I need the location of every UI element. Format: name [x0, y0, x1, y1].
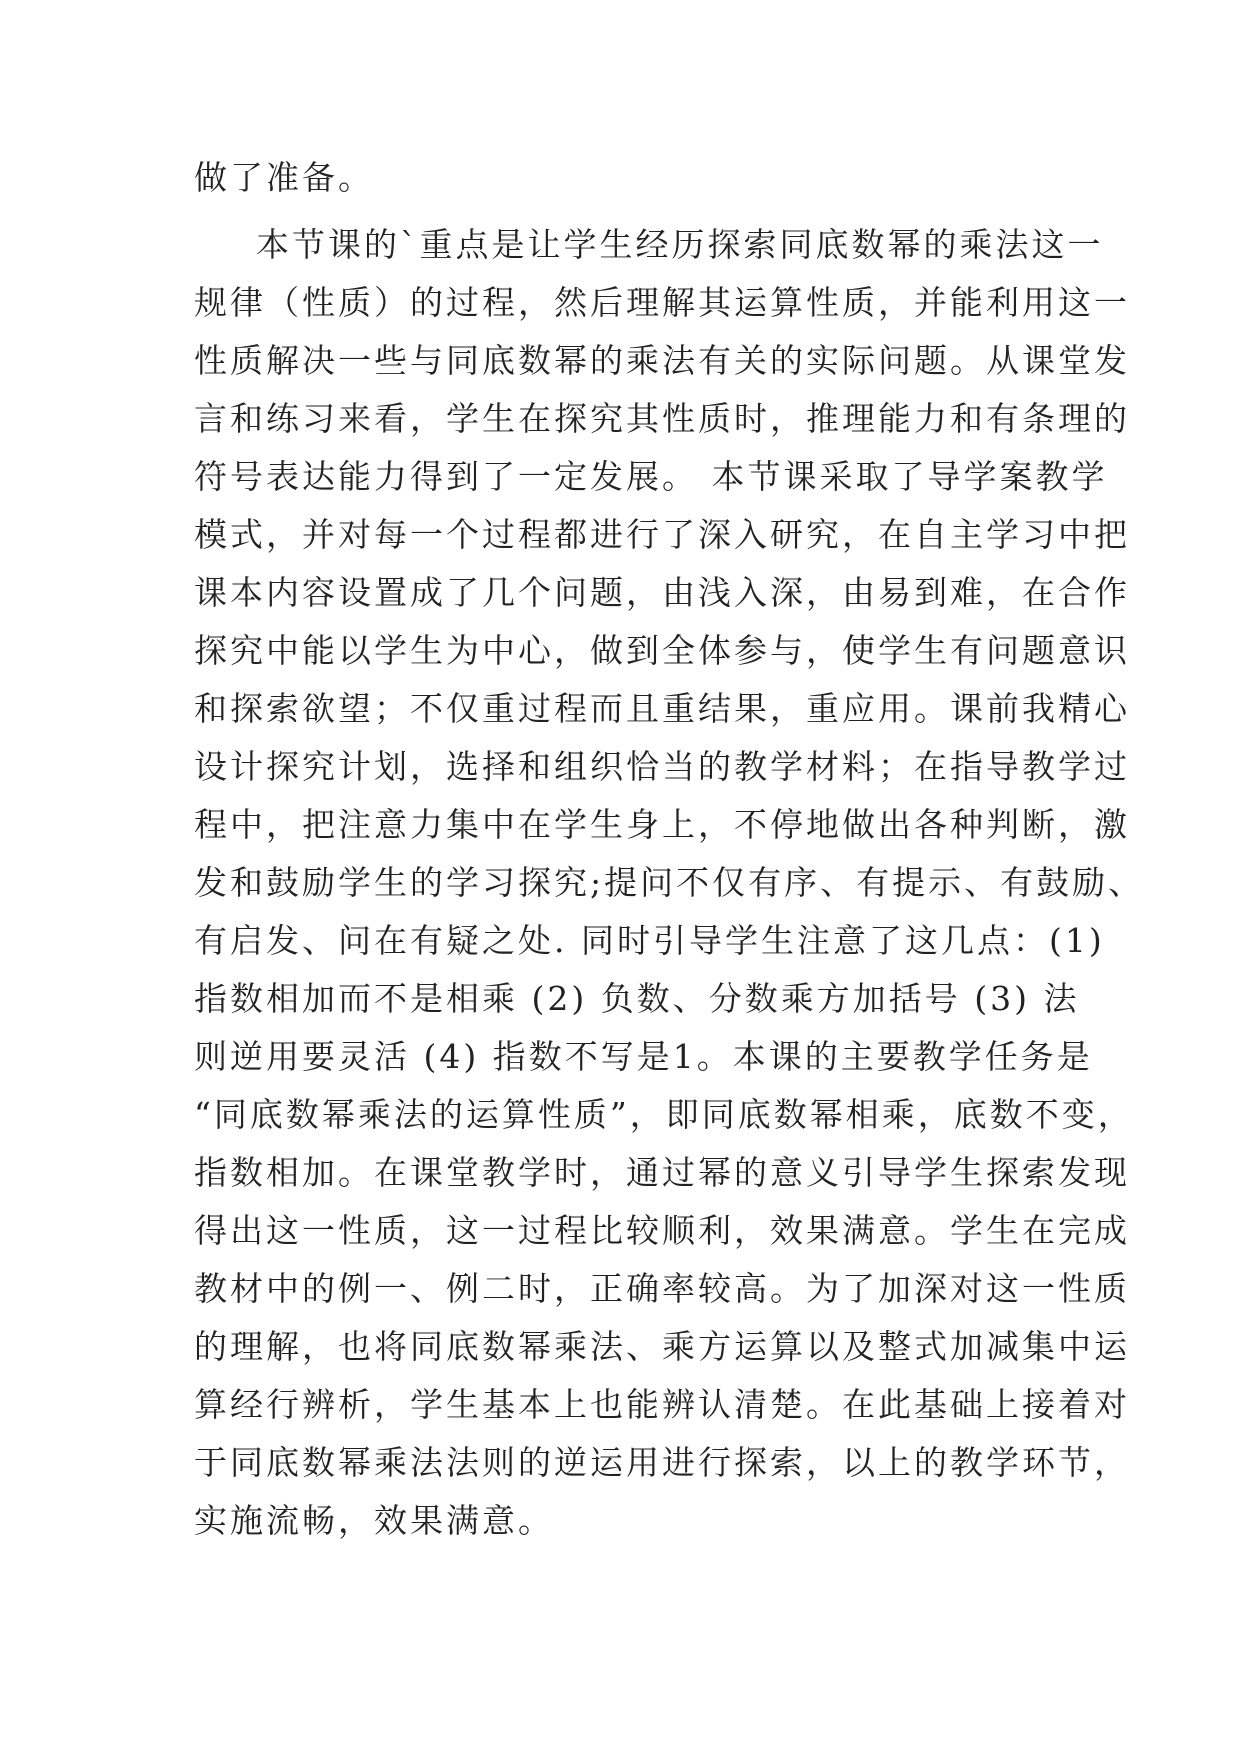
paragraph-first-line: 本节课的`重点是让学生经历探索同底数幂的乘法这一: [256, 225, 1104, 264]
text-line: 算经行辨析，学生基本上也能辨认清楚。在此基础上接着对: [194, 1385, 1130, 1424]
text-line: 言和练习来看，学生在探究其性质时，推理能力和有条理的: [194, 399, 1130, 438]
text-line: 指数相加而不是相乘 (2) 负数、分数乘方加括号 (3) 法: [194, 979, 1080, 1018]
text-line: 程中，把注意力集中在学生身上，不停地做出各种判断，激: [194, 805, 1130, 844]
text-line: 规律（性质）的过程，然后理解其运算性质，并能利用这一: [194, 283, 1130, 322]
text-line: 模式，并对每一个过程都进行了深入研究，在自主学习中把: [194, 515, 1130, 554]
text-line: 课本内容设置成了几个问题，由浅入深，由易到难，在合作: [194, 573, 1130, 612]
text-line: 得出这一性质，这一过程比较顺利，效果满意。学生在完成: [194, 1211, 1130, 1250]
text-line: 的理解，也将同底数幂乘法、乘方运算以及整式加减集中运: [194, 1327, 1130, 1366]
text-line: 性质解决一些与同底数幂的乘法有关的实际问题。从课堂发: [194, 341, 1130, 380]
text-line: 则逆用要灵活 (4) 指数不写是1。本课的主要教学任务是: [194, 1037, 1093, 1076]
text-line: 指数相加。在课堂教学时，通过幂的意义引导学生探索发现: [194, 1153, 1130, 1192]
text-line: 和探索欲望；不仅重过程而且重结果，重应用。课前我精心: [194, 689, 1130, 728]
text-line: 符号表达能力得到了一定发展。 本节课采取了导学案教学: [194, 457, 1108, 496]
text-line: 教材中的例一、例二时，正确率较高。为了加深对这一性质: [194, 1269, 1130, 1308]
text-line: “同底数幂乘法的运算性质”，即同底数幂相乘，底数不变，: [194, 1095, 1134, 1134]
text-line: 探究中能以学生为中心，做到全体参与，使学生有问题意识: [194, 631, 1130, 670]
text-line: 于同底数幂乘法法则的逆运用进行探索，以上的教学环节，: [194, 1443, 1130, 1482]
text-line: 做了准备。: [194, 158, 374, 197]
text-line: 发和鼓励学生的学习探究;提问不仅有序、有提示、有鼓励、: [194, 863, 1145, 902]
text-line: 有启发、问在有疑之处. 同时引导学生注意了这几点：(1): [194, 921, 1105, 960]
text-line: 设计探究计划，选择和组织恰当的教学材料；在指导教学过: [194, 747, 1130, 786]
text-line: 实施流畅，效果满意。: [194, 1501, 554, 1540]
